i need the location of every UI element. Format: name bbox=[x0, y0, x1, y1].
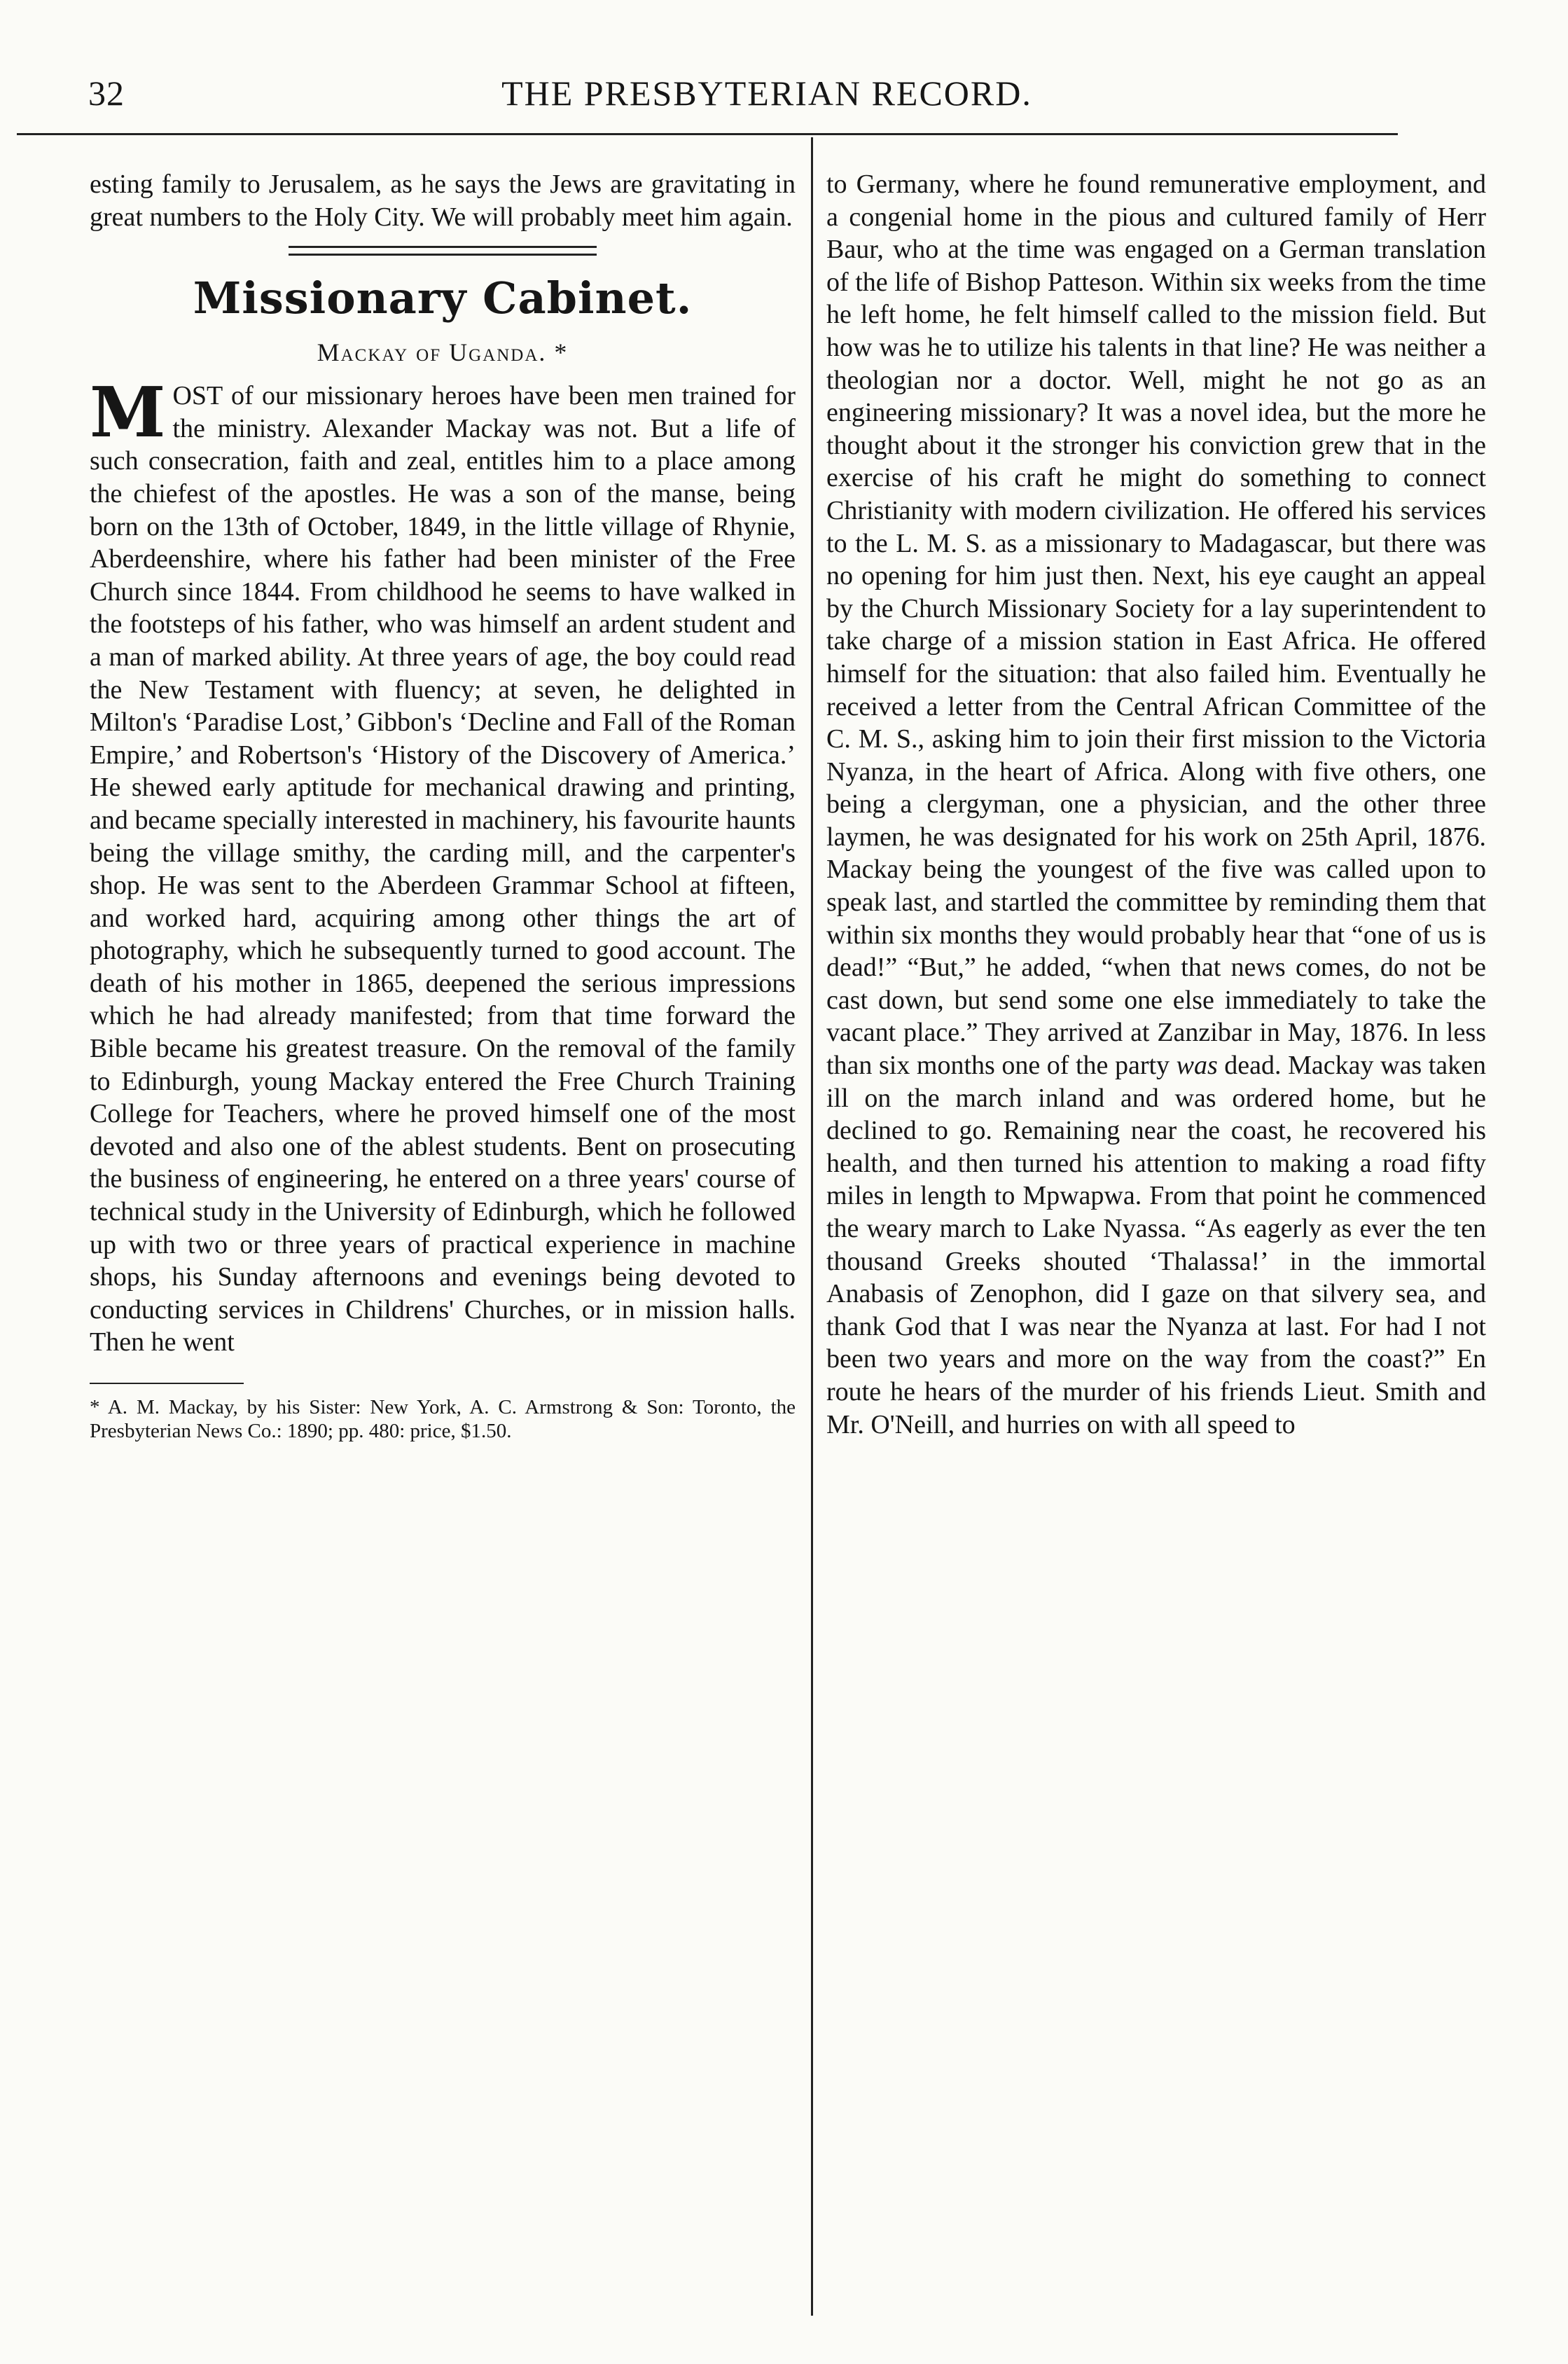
article-body-text: OST of our missionary heroes have been men trained for the ministry. Alexander Mackay was not. But a life of such consecration, faith and zeal, entitles him to a place among the chiefest of the apostles. He was a son of the manse, being born on the 13th of October, 1849, in the little village of Rhynie, Aberdeenshire, where his father had been minister of the Free Church since 1844. From childhood he seems to have walked in the footsteps of his father, who was himself an ardent student and a man of marked ability. At three years of age, the boy could read the New Testament with fluency; at seven, he delighted in Milton's ‘Paradise Lost,’ Gibbon's ‘Decline and Fall of the Roman Empire,’ and Robertson's ‘History of the Discovery of America.’ He shewed early aptitude for mechanical drawing and printing, and became specially interested in machinery, his favourite haunts being the village smithy, the carding mill, and the carpenter's shop. He was sent to the Aberdeen Grammar School at fifteen, and worked hard, acquiring among other things the art of photography, which he subsequently turned to good account. The death of his mother in 1865, deepened the serious impressions which he had already manifested; from that time forward the Bible became his greatest treasure. On the removal of the family to Edinburgh, young Mackay entered the Free Church Training College for Teachers, where he proved himself one of the most devoted and also one of the ablest students. Bent on prosecuting the business of engineering, he entered on a three years' course of technical study in the University of Edinburgh, which he followed up with two or three years of practical experience in machine shops, his Sunday afternoons and evenings being devoted to conducting services in Childrens' Churches, or in mission halls. Then he went bbox=[90, 381, 796, 1357]
continued-paragraph: esting family to Jerusalem, as he says the Jews are gravitating in great numbers to the Holy City. We will probably meet him again. bbox=[90, 170, 796, 232]
right-column bbox=[826, 168, 1486, 2325]
section-title: Missionary Cabinet. bbox=[193, 272, 693, 324]
page-number: 32 bbox=[88, 74, 125, 113]
body-text-part2: dead. Mackay was taken ill on the march inland and was ordered home, but he declined to go. Remaining near the coast, he recovered his health, and then turned his attention to making a road fifty miles in length to Mpwapwa. From that point he commenced the weary march to Lake Nyassa. “As eagerly as ever the ten thousand Greeks shouted ‘Thalassa!’ in the immortal Anabasis of Zenophon, did I gaze on that silvery sea, and thank God that I was near the Nyanza at last. For had I not been two years and more on the way from the coast?” En route he hears of the murder of his friends Lieut. Smith and Mr. O'Neill, and hurries on with all speed to bbox=[826, 1051, 1486, 1439]
footnote-rule bbox=[90, 1383, 244, 1384]
body-text-part1: to Germany, where he found remunerative employment, and a congenial home in the pious and cultured family of Herr Baur, who at the time was engaged on a German translation of the life of Bishop Patteson. Within six weeks from the time he left home, he felt himself called to the mission field. But how was he to utilize his talents in that line? He was neither a theologian nor a doctor. Well, might he not go as an engineering missionary? It was a novel idea, but the more he thought about it the stronger his conviction grew that in the exercise of his craft he might do something to connect Christianity with modern civilization. He offered his services to the L. M. S. as a missionary to Madagascar, but there was no opening for him just then. Next, his eye caught an appeal by the Church Missionary Society for a lay superintendent to take charge of a mission station in East Africa. He offered himself for the situation: that also failed him. Eventually he received a letter from the Central African Committee of the C. M. S., asking him to join their first mission to the Victoria Nyanza, in the heart of Africa. Along with five others, one being a clergyman, one a physician, and the other three laymen, he was designated for his work on 25th April, 1876. Mackay being the youngest of the five was called upon to speak last, and startled the committee by reminding them that within six months they would probably hear that “one of us is dead!” “But,” he added, “when that news comes, do not be cast down, but send some one else immediately to take the vacant place.” They arrived at Zanzibar in May, 1876. In less than six months one of the party bbox=[826, 170, 1486, 1081]
article-title: Mackay of Uganda. * bbox=[317, 338, 569, 367]
page-header bbox=[70, 62, 1464, 125]
header-rule bbox=[17, 133, 1398, 135]
footnote: * A. M. Mackay, by his Sister: New York, A. C. Armstrong & Son: Toronto, the Presbyterian News Co.: 1890; pp. 480: price, $1.50. bbox=[90, 1396, 796, 1442]
column-divider bbox=[811, 137, 813, 2316]
drop-cap: M bbox=[90, 373, 166, 454]
running-title: THE PRESBYTERIAN RECORD. bbox=[501, 74, 1032, 113]
article-body-continued bbox=[826, 168, 1486, 1441]
emphasis-word: was bbox=[1176, 1051, 1218, 1081]
left-column bbox=[90, 168, 796, 2325]
section-divider bbox=[289, 246, 597, 256]
article-body bbox=[90, 373, 796, 1359]
